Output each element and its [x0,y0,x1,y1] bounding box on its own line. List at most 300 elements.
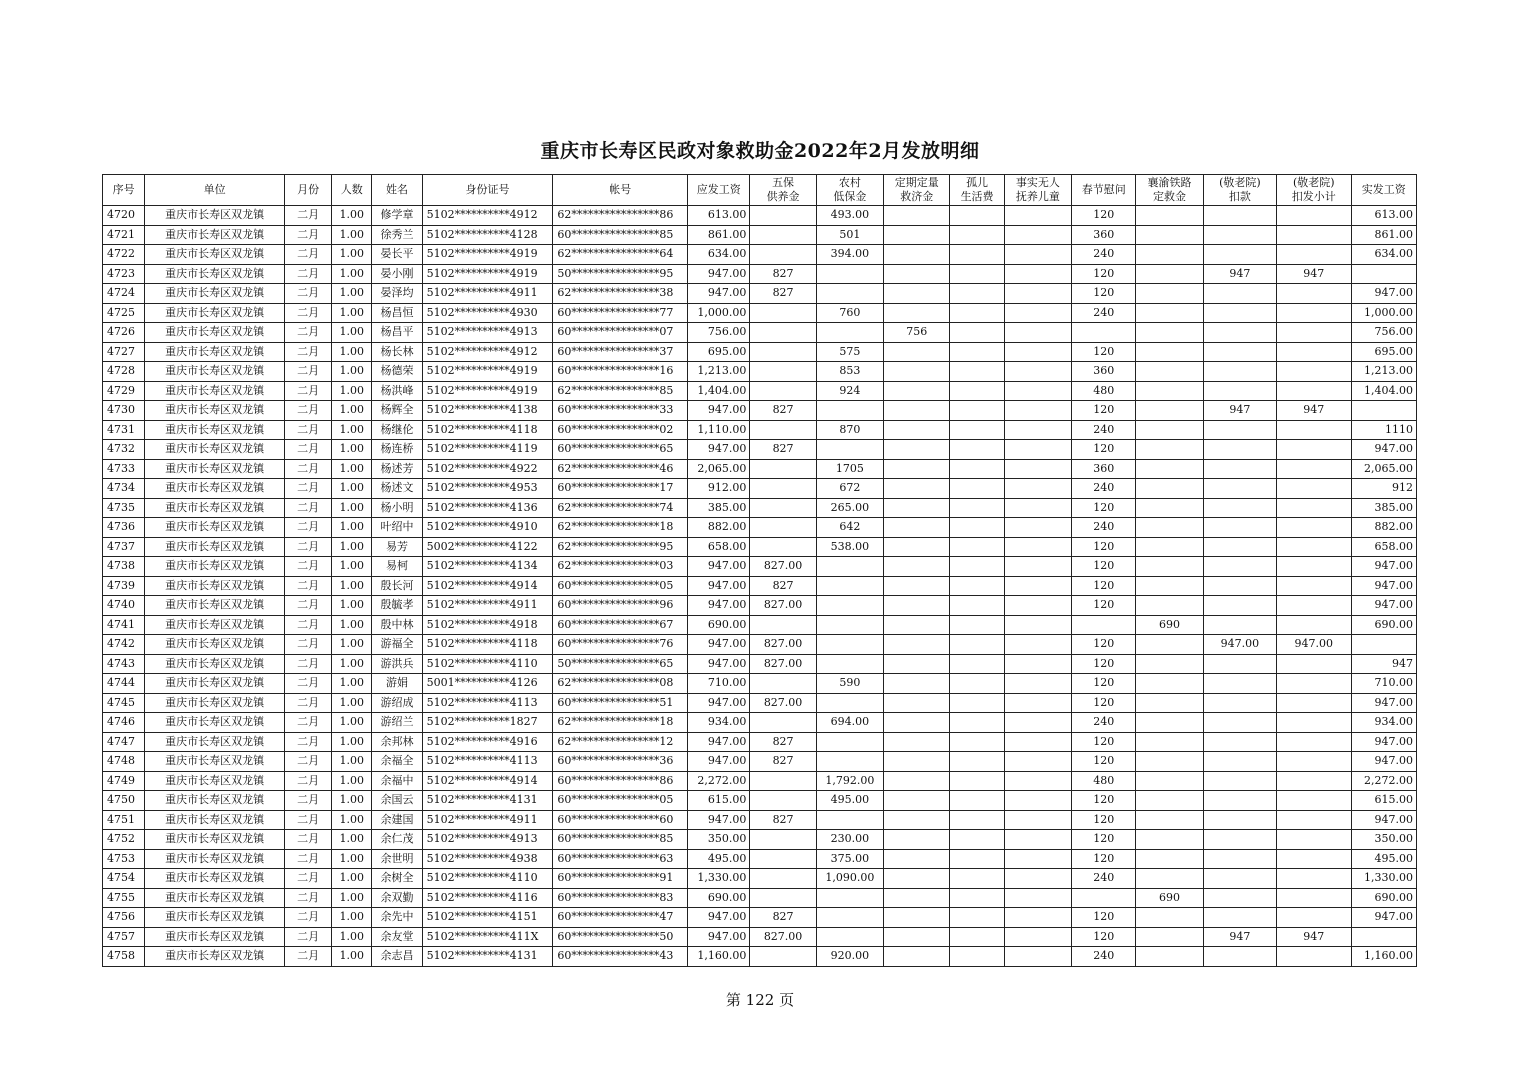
table-cell [1136,206,1203,226]
table-row [103,303,1417,323]
table-cell [816,576,883,596]
table-cell [950,830,1004,850]
table-cell [884,225,950,245]
table-cell [1004,654,1071,674]
table-cell: 1.00 [332,693,372,713]
table-cell [1136,635,1203,655]
table-cell: 二月 [284,342,331,362]
column-header: 春节慰问 [1072,175,1136,206]
table-cell [884,498,950,518]
table-cell [884,752,950,772]
table-cell: 5102**********4914 [422,771,553,791]
table-cell [816,323,883,343]
table-cell [1203,674,1276,694]
table-cell: 5102**********4110 [422,869,553,889]
table-cell: 827.00 [750,596,816,616]
table-cell: 60****************51 [553,693,688,713]
table-cell: 5102**********4919 [422,245,553,265]
table-cell [1136,947,1203,967]
table-cell [1277,908,1351,928]
page-title: 重庆市长寿区民政对象救助金2022年2月发放明细 [540,140,980,162]
table-cell [884,849,950,869]
table-cell: 827 [750,732,816,752]
table-cell: 1.00 [332,206,372,226]
table-cell: 60****************43 [553,947,688,967]
table-cell: 易芳 [372,537,422,557]
table-cell [750,479,816,499]
table-cell: 游绍兰 [372,713,422,733]
table-cell: 4745 [103,693,145,713]
table-cell: 350.00 [688,830,750,850]
table-cell [1136,654,1203,674]
table-cell: 60****************05 [553,576,688,596]
table-cell [884,245,950,265]
table-cell [1277,323,1351,343]
table-row [103,518,1417,538]
table-cell: 240 [1072,518,1136,538]
table-cell [1203,771,1276,791]
table-cell: 1.00 [332,362,372,382]
table-cell: 5102**********4131 [422,947,553,967]
table-cell [884,459,950,479]
table-cell: 二月 [284,810,331,830]
table-cell: 947 [1277,927,1351,947]
table-cell: 二月 [284,830,331,850]
table-cell: 658.00 [1351,537,1417,557]
table-cell [950,771,1004,791]
table-cell [1004,791,1071,811]
page-number: 第 122 页 [725,991,795,1009]
table-cell: 1.00 [332,342,372,362]
table-cell: 4741 [103,615,145,635]
table-cell: 120 [1072,752,1136,772]
table-cell [1136,693,1203,713]
table-cell: 游洪兵 [372,654,422,674]
table-cell: 二月 [284,791,331,811]
table-cell: 947.00 [1351,576,1417,596]
table-cell: 1,160.00 [688,947,750,967]
table-cell [750,537,816,557]
column-header: 月份 [284,175,331,206]
table-cell: 947.00 [688,654,750,674]
table-cell: 60****************16 [553,362,688,382]
table-cell: 4730 [103,401,145,421]
table-cell [816,888,883,908]
table-cell [1277,810,1351,830]
table-cell: 2,065.00 [1351,459,1417,479]
table-cell: 4748 [103,752,145,772]
table-cell: 重庆市长寿区双龙镇 [145,791,285,811]
table-cell: 二月 [284,440,331,460]
table-cell [950,927,1004,947]
table-cell: 60****************60 [553,810,688,830]
table-cell: 62****************85 [553,381,688,401]
table-cell [816,810,883,830]
table-cell [1004,596,1071,616]
table-cell: 756.00 [688,323,750,343]
table-cell [884,732,950,752]
table-cell: 861.00 [688,225,750,245]
table-cell: 殷长河 [372,576,422,596]
table-cell [884,420,950,440]
table-cell [1136,440,1203,460]
table-cell [1203,342,1276,362]
table-cell: 690.00 [688,615,750,635]
table-cell: 360 [1072,362,1136,382]
table-cell: 重庆市长寿区双龙镇 [145,908,285,928]
table-cell [1277,518,1351,538]
table-cell: 余友堂 [372,927,422,947]
table-cell [1004,264,1071,284]
table-row [103,830,1417,850]
table-cell [1203,596,1276,616]
table-cell [1277,654,1351,674]
table-cell [1277,206,1351,226]
table-cell [750,830,816,850]
table-cell [750,459,816,479]
table-cell: 947.00 [688,264,750,284]
table-row [103,869,1417,889]
table-cell [1136,420,1203,440]
table-cell: 120 [1072,264,1136,284]
table-cell: 5102**********4916 [422,732,553,752]
table-cell: 杨连桥 [372,440,422,460]
table-cell [1004,810,1071,830]
table-row [103,752,1417,772]
table-cell: 827.00 [750,557,816,577]
table-cell: 4756 [103,908,145,928]
table-cell: 690.00 [1351,615,1417,635]
table-cell [950,440,1004,460]
table-cell: 1.00 [332,479,372,499]
table-cell: 1705 [816,459,883,479]
table-cell: 947 [1203,264,1276,284]
table-cell: 694.00 [816,713,883,733]
table-cell: 1.00 [332,732,372,752]
table-cell: 756.00 [1351,323,1417,343]
table-row [103,771,1417,791]
table-cell: 1.00 [332,927,372,947]
table-cell: 1.00 [332,459,372,479]
table-cell: 50****************65 [553,654,688,674]
table-cell: 二月 [284,264,331,284]
table-cell [1136,479,1203,499]
table-cell: 二月 [284,654,331,674]
table-cell: 1.00 [332,849,372,869]
table-cell [884,654,950,674]
table-cell: 二月 [284,869,331,889]
table-cell: 920.00 [816,947,883,967]
table-cell: 60****************47 [553,908,688,928]
table-cell [884,869,950,889]
table-cell [1004,927,1071,947]
table-cell [1136,401,1203,421]
table-cell: 重庆市长寿区双龙镇 [145,654,285,674]
table-cell: 62****************03 [553,557,688,577]
table-cell: 827.00 [750,654,816,674]
table-cell: 重庆市长寿区双龙镇 [145,869,285,889]
table-cell: 5102**********4118 [422,635,553,655]
table-cell: 余仁茂 [372,830,422,850]
table-cell [1136,713,1203,733]
table-cell: 1.00 [332,635,372,655]
table-cell: 4731 [103,420,145,440]
table-cell: 60****************65 [553,440,688,460]
table-cell: 658.00 [688,537,750,557]
table-cell: 5102**********4911 [422,596,553,616]
table-cell: 余先中 [372,908,422,928]
table-cell [750,342,816,362]
table-cell [950,401,1004,421]
table-cell [1004,225,1071,245]
table-row [103,381,1417,401]
table-cell [950,557,1004,577]
table-cell: 60****************85 [553,225,688,245]
table-cell [884,401,950,421]
table-cell: 余世明 [372,849,422,869]
table-cell: 余国云 [372,791,422,811]
table-cell [950,245,1004,265]
table-cell [1203,869,1276,889]
column-header: (敬老院) 扣发小计 [1277,175,1351,206]
table-cell: 二月 [284,576,331,596]
table-cell: 120 [1072,908,1136,928]
table-cell [950,849,1004,869]
table-cell: 1.00 [332,596,372,616]
table-cell: 重庆市长寿区双龙镇 [145,615,285,635]
table-cell [1277,440,1351,460]
table-cell [884,479,950,499]
table-cell [884,303,950,323]
table-cell: 1.00 [332,869,372,889]
table-cell: 912.00 [688,479,750,499]
table-cell: 重庆市长寿区双龙镇 [145,206,285,226]
table-cell: 5102**********4914 [422,576,553,596]
table-cell [1277,713,1351,733]
table-cell [1277,537,1351,557]
table-cell: 60****************76 [553,635,688,655]
table-cell: 余建国 [372,810,422,830]
table-cell: 947.00 [1351,732,1417,752]
table-cell: 5102**********4119 [422,440,553,460]
table-cell: 120 [1072,342,1136,362]
table-cell: 二月 [284,284,331,304]
table-cell [1277,596,1351,616]
table-cell: 重庆市长寿区双龙镇 [145,771,285,791]
table-cell [1136,537,1203,557]
table-cell: 120 [1072,596,1136,616]
table-cell [1136,596,1203,616]
table-cell: 947.00 [1351,908,1417,928]
table-cell: 1,000.00 [1351,303,1417,323]
table-cell [950,225,1004,245]
table-cell [1203,752,1276,772]
table-cell: 1.00 [332,420,372,440]
table-cell: 495.00 [816,791,883,811]
table-cell [1004,401,1071,421]
table-cell [950,888,1004,908]
table-cell [1004,674,1071,694]
table-cell: 480 [1072,381,1136,401]
table-cell [1277,498,1351,518]
column-header: 孤儿 生活费 [950,175,1004,206]
table-cell: 120 [1072,654,1136,674]
table-cell: 62****************64 [553,245,688,265]
table-cell: 5102**********4138 [422,401,553,421]
table-cell: 4757 [103,927,145,947]
table-cell: 余福中 [372,771,422,791]
table-cell [1072,615,1136,635]
table-cell: 5102**********4938 [422,849,553,869]
table-cell: 613.00 [1351,206,1417,226]
table-cell: 60****************07 [553,323,688,343]
table-cell [816,440,883,460]
table-cell: 634.00 [1351,245,1417,265]
table-row [103,537,1417,557]
table-cell [950,381,1004,401]
table-cell: 4725 [103,303,145,323]
table-cell [750,381,816,401]
table-cell: 重庆市长寿区双龙镇 [145,264,285,284]
table-cell: 修学章 [372,206,422,226]
table-cell [750,323,816,343]
table-cell [750,713,816,733]
table-cell [1203,557,1276,577]
table-cell [950,908,1004,928]
table-cell [1203,245,1276,265]
table-cell: 4736 [103,518,145,538]
table-cell: 重庆市长寿区双龙镇 [145,713,285,733]
table-cell [1277,849,1351,869]
table-cell [1136,771,1203,791]
table-cell [1004,615,1071,635]
table-cell: 60****************83 [553,888,688,908]
table-cell [1136,459,1203,479]
table-cell: 1.00 [332,615,372,635]
table-cell [1072,888,1136,908]
table-cell: 760 [816,303,883,323]
table-cell: 120 [1072,206,1136,226]
payment-table [102,174,1417,967]
table-cell: 二月 [284,518,331,538]
table-cell: 5102**********4131 [422,791,553,811]
table-cell: 晏泽均 [372,284,422,304]
table-cell: 5102**********4918 [422,615,553,635]
table-cell [884,927,950,947]
table-cell [1004,908,1071,928]
table-cell [750,869,816,889]
table-cell: 60****************96 [553,596,688,616]
table-cell: 二月 [284,635,331,655]
table-cell: 二月 [284,732,331,752]
table-cell: 5102**********411X [422,927,553,947]
table-cell: 重庆市长寿区双龙镇 [145,323,285,343]
table-cell: 642 [816,518,883,538]
table-cell: 690 [1136,888,1203,908]
table-cell: 4733 [103,459,145,479]
table-cell [1136,245,1203,265]
table-cell: 947.00 [1351,752,1417,772]
table-cell: 5102**********4128 [422,225,553,245]
table-cell [750,498,816,518]
table-row [103,401,1417,421]
table-cell [1351,635,1417,655]
table-cell [950,518,1004,538]
table-cell: 4726 [103,323,145,343]
table-cell [950,323,1004,343]
table-cell [950,732,1004,752]
table-cell [1277,225,1351,245]
table-cell [950,537,1004,557]
table-cell: 二月 [284,459,331,479]
table-cell: 4740 [103,596,145,616]
table-cell: 590 [816,674,883,694]
table-cell: 934.00 [1351,713,1417,733]
table-cell [816,908,883,928]
table-cell: 1,213.00 [688,362,750,382]
table-cell: 947.00 [688,576,750,596]
table-row [103,420,1417,440]
table-cell: 重庆市长寿区双龙镇 [145,420,285,440]
table-cell [1136,810,1203,830]
table-cell: 60****************67 [553,615,688,635]
table-cell [1351,401,1417,421]
table-cell: 62****************38 [553,284,688,304]
table-cell: 1,404.00 [1351,381,1417,401]
table-cell: 2,272.00 [688,771,750,791]
table-cell [1277,869,1351,889]
table-cell: 杨述芳 [372,459,422,479]
table-cell: 易柯 [372,557,422,577]
table-cell: 60****************91 [553,869,688,889]
table-cell: 4743 [103,654,145,674]
table-cell [816,635,883,655]
table-cell: 360 [1072,225,1136,245]
table-row [103,947,1417,967]
table-cell: 350.00 [1351,830,1417,850]
table-cell [1203,479,1276,499]
table-cell [1136,830,1203,850]
table-cell: 重庆市长寿区双龙镇 [145,830,285,850]
table-cell [950,459,1004,479]
table-cell [1136,849,1203,869]
table-cell: 重庆市长寿区双龙镇 [145,947,285,967]
table-cell: 947.00 [688,908,750,928]
table-cell [950,479,1004,499]
table-cell [1203,791,1276,811]
table-cell: 游绍成 [372,693,422,713]
table-cell [1004,362,1071,382]
table-cell: 1.00 [332,225,372,245]
table-cell [1203,849,1276,869]
table-cell [1004,830,1071,850]
table-cell: 947.00 [688,635,750,655]
table-cell: 4752 [103,830,145,850]
table-cell: 二月 [284,303,331,323]
table-row [103,264,1417,284]
table-cell [884,830,950,850]
table-cell: 余双勤 [372,888,422,908]
table-cell: 5102**********4136 [422,498,553,518]
table-cell: 5002**********4122 [422,537,553,557]
table-cell: 710.00 [688,674,750,694]
column-header: 襄渝铁路 定救金 [1136,175,1203,206]
table-cell [884,693,950,713]
table-cell: 杨洪峰 [372,381,422,401]
table-cell [884,713,950,733]
table-cell [750,225,816,245]
table-cell [884,206,950,226]
